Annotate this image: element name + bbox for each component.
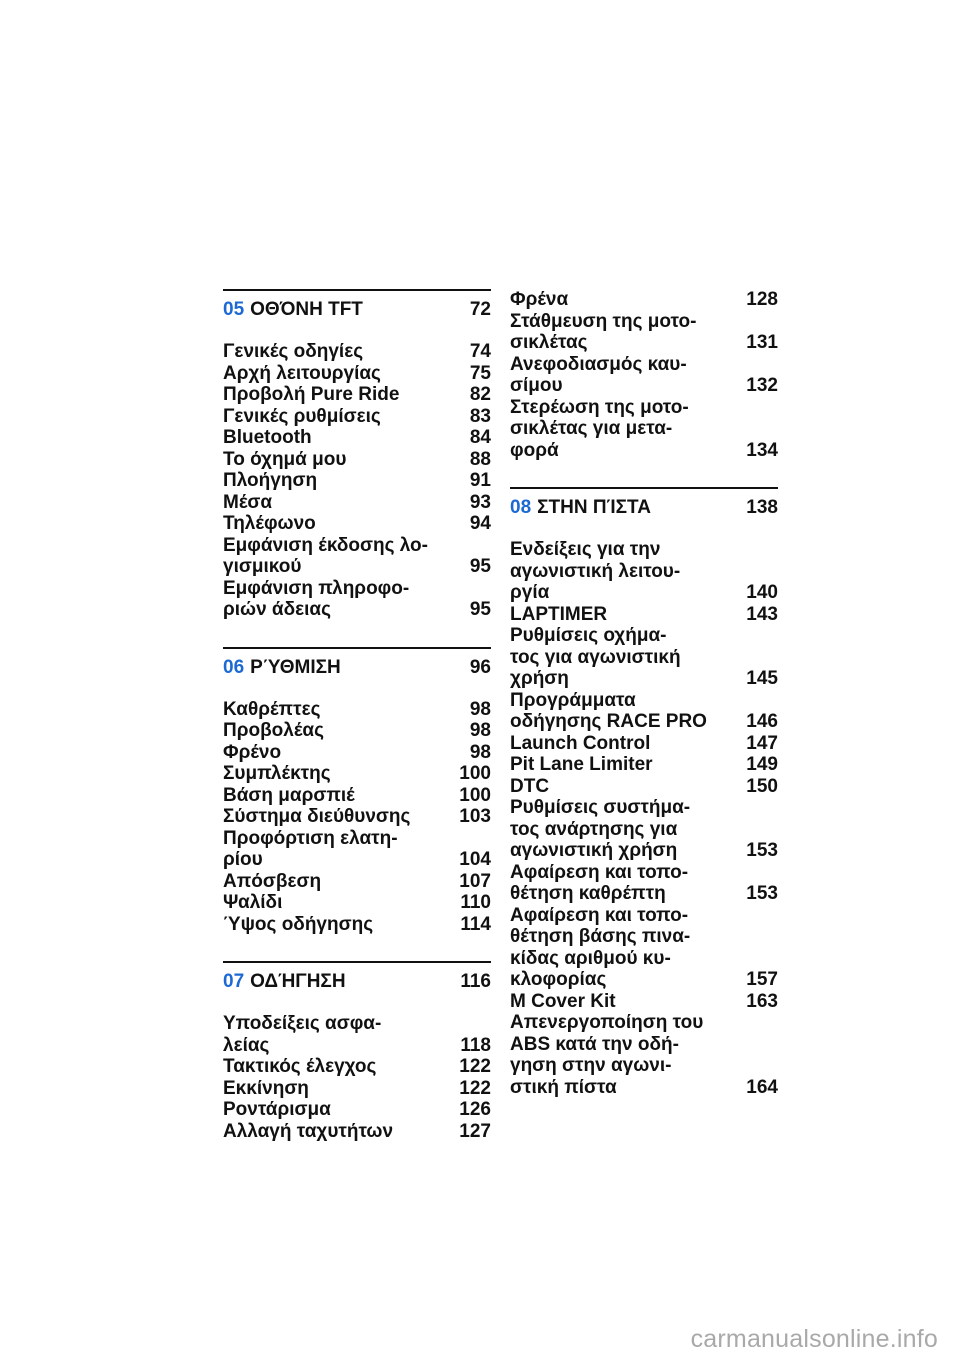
toc-entry-page: 157 xyxy=(746,969,778,990)
toc-entry-title: Τακτικός έλεγχος xyxy=(223,1056,377,1077)
section-number: 05 xyxy=(223,299,245,320)
toc-entry[interactable] xyxy=(223,578,491,621)
toc-entry-page: 146 xyxy=(746,711,778,732)
toc-entry-title: M Cover Kit xyxy=(510,990,616,1012)
toc-entry-title: Ύψος οδήγησης xyxy=(223,913,374,935)
toc-entry-page: 82 xyxy=(469,384,491,405)
section-heading-title xyxy=(223,971,346,993)
section-number: 07 xyxy=(223,971,245,992)
toc-entry[interactable] xyxy=(223,513,491,535)
watermark: carmanualsonline.info xyxy=(690,1325,938,1353)
toc-entry[interactable] xyxy=(223,871,491,893)
toc-entry-title: Καθρέπτες xyxy=(223,698,321,720)
section-heading[interactable] xyxy=(223,291,491,321)
section-heading[interactable] xyxy=(510,489,778,519)
toc-entry-title: Αρχή λειτουργίας xyxy=(223,362,381,384)
section-heading-title xyxy=(510,497,651,519)
section-number: 06 xyxy=(223,656,245,678)
toc-section xyxy=(223,647,491,936)
toc-entry-title: Pit Lane Limiter xyxy=(510,754,653,775)
toc-entry-page: 94 xyxy=(469,513,491,534)
toc-entry-page: 153 xyxy=(746,840,778,861)
toc-entry-title: Εμφάνιση έκδοσης λο- γισμικού xyxy=(223,534,428,577)
toc-entry[interactable] xyxy=(223,892,491,914)
section-heading-title xyxy=(223,657,341,679)
toc-entry-page: 122 xyxy=(459,1056,491,1077)
toc-entry-title: Προβολή Pure Ride xyxy=(223,384,400,405)
toc-entry[interactable] xyxy=(223,1078,491,1100)
toc-entry-title: Πλοήγηση xyxy=(223,470,318,491)
toc-entry-page: 128 xyxy=(746,289,778,310)
toc-entry-title: Προφόρτιση ελατη- ρίου xyxy=(223,827,398,870)
toc-entry-title: Ρυθμίσεις οχήμα- τος για αγωνιστική χρήση xyxy=(510,625,681,689)
toc-entry-title: Το όχημά μου xyxy=(223,448,347,470)
toc-entry-title: Αφαίρεση και τοπο- θέτηση βάσης πινα- κίδας αριθμού κυ- κλοφορίας xyxy=(510,904,691,990)
toc-entry[interactable] xyxy=(510,862,778,905)
toc-entry[interactable] xyxy=(223,363,491,385)
toc-column-right xyxy=(510,289,778,1124)
toc-entry-page: 147 xyxy=(746,732,778,754)
toc-entry-title: Προβολέας xyxy=(223,720,324,741)
toc-entry-page: 140 xyxy=(746,582,778,603)
toc-entry-page: 122 xyxy=(459,1077,491,1099)
toc-section xyxy=(223,961,491,1142)
toc-entry-page: 95 xyxy=(469,599,491,620)
toc-entry-page: 150 xyxy=(746,775,778,797)
toc-entry-title: Ροντάρισμα xyxy=(223,1099,331,1120)
toc-entry[interactable] xyxy=(223,699,491,721)
toc-entry[interactable] xyxy=(510,604,778,626)
toc-entry-title: Φρένα xyxy=(510,289,569,310)
toc-entry-page: 134 xyxy=(746,439,778,461)
toc-entry-page: 126 xyxy=(459,1099,491,1120)
toc-entry[interactable] xyxy=(223,720,491,742)
toc-entry-page: 88 xyxy=(469,448,491,470)
toc-entry[interactable] xyxy=(510,289,778,311)
toc-entry[interactable] xyxy=(510,539,778,604)
toc-entry[interactable] xyxy=(510,754,778,776)
toc-entry-title: Εμφάνιση πληροφο- ριών άδειας xyxy=(223,577,410,620)
toc-entry-title: Φρένο xyxy=(223,741,282,763)
toc-entry[interactable] xyxy=(510,311,778,354)
toc-entry-page: 107 xyxy=(459,870,491,892)
toc-entry-page: 83 xyxy=(469,405,491,427)
toc-entry-page: 84 xyxy=(469,427,491,448)
toc-entry-title: Μέσα xyxy=(223,491,273,513)
toc-entry-page: 91 xyxy=(469,470,491,491)
section-number: 08 xyxy=(510,497,532,518)
section-heading[interactable] xyxy=(223,649,491,679)
toc-entry-page: 95 xyxy=(469,556,491,577)
toc-entry[interactable] xyxy=(223,1013,491,1056)
toc-entry-page: 93 xyxy=(469,491,491,513)
toc-entry-page: 132 xyxy=(746,375,778,396)
toc-section xyxy=(510,487,778,1098)
toc-entry-title: Γενικές οδηγίες xyxy=(223,341,364,362)
toc-entry-title: Προγράμματα οδήγησης RACE PRO xyxy=(510,689,707,732)
toc-entry-page: 164 xyxy=(746,1076,778,1098)
toc-entry[interactable] xyxy=(223,384,491,406)
toc-entry-page: 104 xyxy=(459,849,491,870)
section-page-number: 116 xyxy=(460,971,491,992)
toc-entry[interactable] xyxy=(223,828,491,871)
toc-entry-page: 145 xyxy=(746,668,778,689)
toc-entry-page: 153 xyxy=(746,883,778,904)
toc-entry-title: DTC xyxy=(510,775,550,797)
toc-entry[interactable] xyxy=(223,806,491,828)
toc-entry[interactable] xyxy=(510,397,778,462)
toc-entry-title: Ρυθμίσεις συστήμα- τος ανάρτησης για αγωνιστική χρήση xyxy=(510,797,691,861)
toc-entry[interactable] xyxy=(223,406,491,428)
toc-entry[interactable] xyxy=(223,492,491,514)
toc-entry-title: Απόσβεση xyxy=(223,870,322,892)
toc-entry-page: 118 xyxy=(460,1034,491,1056)
section-title: ΟΔΉΓΗΣΗ xyxy=(250,971,346,992)
toc-entry-page: 74 xyxy=(469,341,491,362)
toc-entry-title: Γενικές ρυθμίσεις xyxy=(223,405,381,427)
toc-entry-page: 98 xyxy=(469,741,491,763)
toc-entry-page: 110 xyxy=(460,892,491,913)
toc-entry-title: Στερέωση της μοτο- σικλέτας για μετα- φορά xyxy=(510,396,689,461)
toc-entry[interactable] xyxy=(510,991,778,1013)
toc-entry-page: 100 xyxy=(459,784,491,806)
section-heading[interactable] xyxy=(223,963,491,993)
toc-entry-title: Υποδείξεις ασφα- λείας xyxy=(223,1013,382,1056)
toc-entry-page: 75 xyxy=(469,362,491,384)
toc-entry[interactable] xyxy=(510,776,778,798)
toc-entry-page: 98 xyxy=(469,698,491,720)
toc-entry-page: 149 xyxy=(746,754,778,775)
section-title: ΣΤΗΝ ΠΊΣΤΑ xyxy=(537,497,651,518)
section-page-number: 72 xyxy=(469,299,491,320)
toc-entry-title: Σύστημα διεύθυνσης xyxy=(223,806,411,827)
toc-entry-page: 103 xyxy=(459,806,491,827)
toc-entry-page: 114 xyxy=(460,913,491,935)
toc-entry[interactable] xyxy=(223,341,491,363)
toc-section xyxy=(510,289,778,461)
toc-entry-title: Ανεφοδιασμός καυ- σίμου xyxy=(510,353,687,396)
toc-entry-title: Συμπλέκτης xyxy=(223,763,331,784)
toc-entry[interactable] xyxy=(223,1121,491,1143)
toc-column-left xyxy=(223,289,491,1168)
toc-entry[interactable] xyxy=(223,914,491,936)
section-page-number: 96 xyxy=(469,656,491,678)
toc-entry[interactable] xyxy=(223,1056,491,1078)
toc-entry[interactable] xyxy=(223,742,491,764)
toc-entry-title: Ψαλίδι xyxy=(223,892,283,913)
toc-entry-title: Εκκίνηση xyxy=(223,1077,309,1099)
toc-entry[interactable] xyxy=(223,427,491,449)
section-title: ΟΘΌΝΗ TFT xyxy=(250,299,363,320)
toc-entry-page: 127 xyxy=(459,1120,491,1142)
section-heading-title xyxy=(223,299,363,321)
toc-entry-title: Βάση μαρσπιέ xyxy=(223,784,355,806)
toc-entry[interactable] xyxy=(223,785,491,807)
toc-entry[interactable] xyxy=(510,625,778,690)
toc-entry[interactable] xyxy=(510,905,778,991)
section-title: ΡΎΘΜΙΣΗ xyxy=(250,656,341,678)
toc-entry-title: LAPTIMER xyxy=(510,603,608,625)
toc-entry-page: 100 xyxy=(459,763,491,784)
toc-entry-title: Launch Control xyxy=(510,732,651,754)
toc-entry-page: 131 xyxy=(746,332,778,353)
toc-entry[interactable] xyxy=(510,733,778,755)
toc-entry-title: Στάθμευση της μοτο- σικλέτας xyxy=(510,310,697,353)
toc-entry[interactable] xyxy=(223,470,491,492)
toc-entry-page: 98 xyxy=(469,720,491,741)
toc-entry[interactable] xyxy=(510,354,778,397)
toc-section xyxy=(223,289,491,621)
toc-entry-page: 143 xyxy=(746,603,778,625)
toc-entry[interactable] xyxy=(510,690,778,733)
toc-entry-title: Ενδείξεις για την αγωνιστική λειτου- ργία xyxy=(510,539,681,603)
toc-entry-title: Αλλαγή ταχυτήτων xyxy=(223,1120,394,1142)
toc-entry[interactable] xyxy=(223,1099,491,1121)
toc-entry-title: Τηλέφωνο xyxy=(223,513,316,534)
toc-entry[interactable] xyxy=(223,763,491,785)
toc-entry[interactable] xyxy=(223,535,491,578)
toc-entry-title: Αφαίρεση και τοπο- θέτηση καθρέπτη xyxy=(510,861,689,904)
toc-entry-page: 163 xyxy=(746,990,778,1012)
toc-entry[interactable] xyxy=(510,797,778,862)
section-page-number: 138 xyxy=(746,497,778,518)
toc-entry-title: Απενεργοποίηση του ABS κατά την οδή- γηση στην αγωνι- στική πίστα xyxy=(510,1012,704,1098)
toc-entry[interactable] xyxy=(510,1012,778,1098)
toc-entry[interactable] xyxy=(223,449,491,471)
toc-entry-title: Bluetooth xyxy=(223,427,312,448)
